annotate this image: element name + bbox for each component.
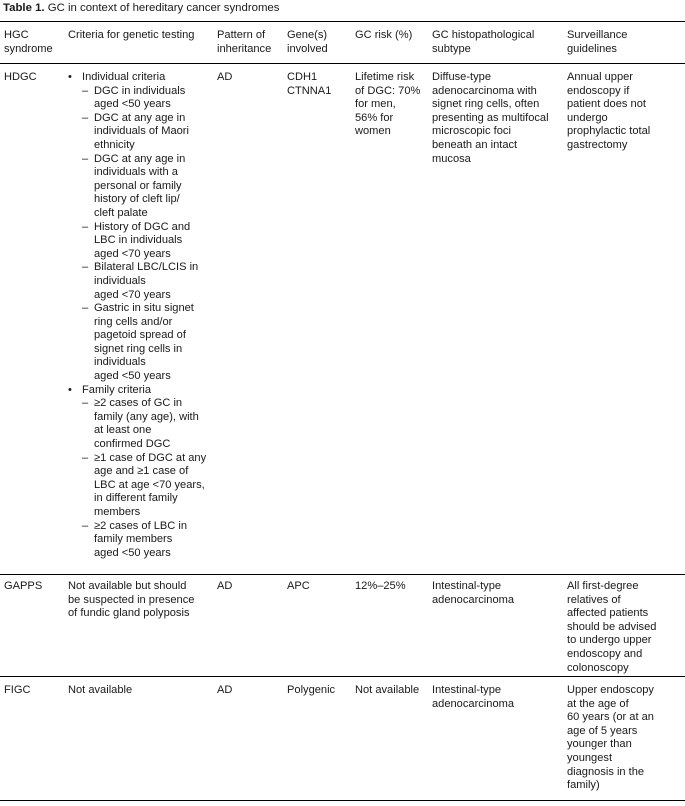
criteria-line: Gastric in situ signet — [94, 302, 194, 315]
criteria-line: individuals with a — [94, 166, 178, 179]
cell-line: endoscopy if — [567, 84, 630, 97]
criteria-line: in different family — [94, 492, 178, 505]
criteria-line: ring cells and/or — [94, 315, 173, 328]
gapps-syndrome-cell — [4, 580, 42, 594]
row-divider-1 — [0, 574, 685, 575]
figc-histo-cell — [432, 684, 514, 711]
criteria-line: DGC at any age in — [94, 152, 186, 165]
header-text: Surveillance — [567, 29, 628, 41]
header-text: GC histopathological — [432, 29, 535, 41]
figc-risk-cell — [355, 684, 419, 698]
cell-line: 12%–25% — [355, 580, 406, 592]
cell-line: 60 years (or at an — [567, 711, 654, 724]
pattern-value: AD — [217, 684, 233, 696]
criteria-line: ≥1 case of DGC at any — [94, 451, 207, 464]
criteria-item — [66, 261, 214, 302]
header-pattern — [217, 29, 271, 56]
header-text: guidelines — [567, 42, 617, 55]
criteria-line: history of cleft lip/ — [94, 193, 180, 206]
gapps-criteria-cell — [68, 580, 194, 621]
criteria-line: signet ring cells in — [94, 342, 183, 355]
cell-line: undergo — [567, 111, 608, 124]
criteria-line: individuals of Maori — [94, 125, 189, 138]
gapps-histo-cell — [432, 580, 514, 607]
criteria-line: family members — [94, 533, 173, 546]
hdgc-histo-cell — [432, 71, 549, 166]
criteria-line: aged <50 years — [94, 98, 171, 111]
dash-icon: – — [82, 451, 89, 464]
criteria-item — [66, 153, 214, 221]
criteria-line: aged <50 years — [94, 370, 171, 383]
cell-line: Intestinal-type — [432, 580, 502, 592]
cell-line: adenocarcinoma — [432, 593, 515, 606]
figc-genes-cell — [287, 684, 335, 698]
header-text: Criteria for genetic testing — [68, 29, 195, 41]
criteria-line: aged <70 years — [94, 247, 171, 260]
figc-criteria-cell — [68, 684, 132, 698]
criteria-line: Bilateral LBC/LCIS in — [94, 261, 199, 274]
header-text: Gene(s) — [287, 29, 328, 41]
dash-icon: – — [82, 111, 89, 124]
cell-line: patient does not — [567, 98, 646, 111]
hdgc-surveillance-cell — [567, 71, 650, 153]
header-genes — [287, 29, 328, 56]
criteria-line: LBC in individuals — [94, 234, 183, 247]
cell-line: gastrectomy — [567, 138, 628, 151]
criteria-line: DGC in individuals — [94, 84, 186, 97]
cell-line: colonoscopy — [567, 661, 629, 674]
figc-surveillance-cell — [567, 684, 654, 793]
cell-line: women — [355, 125, 391, 138]
row-divider-2 — [0, 676, 685, 677]
cell-line: Intestinal-type — [432, 684, 502, 696]
table-label: Table 1. — [3, 2, 45, 14]
cell-line: family) — [567, 779, 600, 792]
header-text: subtype — [432, 42, 471, 55]
criteria-line: History of DGC and — [94, 220, 191, 233]
criteria-line: ethnicity — [94, 138, 135, 151]
syndrome-name: HDGC — [4, 71, 37, 83]
criteria-line: aged <70 years — [94, 288, 171, 301]
cell-line: adenocarcinoma — [432, 697, 515, 710]
hdgc-genes-cell — [287, 71, 331, 98]
criteria-line: confirmed DGC — [94, 438, 171, 451]
hdgc-risk-cell — [355, 71, 420, 139]
header-text: GC risk (%) — [355, 29, 413, 41]
cell-line: for men, — [355, 98, 396, 111]
dash-icon: – — [82, 152, 89, 165]
criteria-line: cleft palate — [94, 206, 148, 219]
cell-line: of fundic gland polyposis — [68, 607, 190, 620]
criteria-line: age and ≥1 case of — [94, 465, 189, 478]
cell-line: at the age of — [567, 697, 629, 710]
criteria-item — [66, 85, 214, 112]
cell-line: CDH1 — [287, 71, 318, 83]
criteria-line: DGC at any age in — [94, 111, 186, 124]
cell-line: prophylactic total — [567, 125, 651, 138]
header-text: Pattern of — [217, 29, 266, 41]
cell-line: mucosa — [432, 152, 471, 165]
bullet-icon: • — [68, 71, 72, 83]
criteria-item — [66, 397, 214, 451]
criteria-line: individuals — [94, 274, 146, 287]
criteria-item — [66, 221, 214, 262]
criteria-line: ≥2 cases of GC in — [94, 397, 183, 410]
criteria-line: family (any age), with — [94, 410, 199, 423]
cell-line: 56% for — [355, 111, 394, 124]
cell-line: of DGC: 70% — [355, 84, 421, 97]
header-histo — [432, 29, 534, 56]
cell-line: signet ring cells, often — [432, 98, 540, 111]
gapps-pattern-cell — [217, 580, 232, 594]
cell-line: diagnosis in the — [567, 765, 645, 778]
syndrome-name: GAPPS — [4, 580, 43, 592]
cell-line: Annual upper — [567, 71, 633, 83]
criteria-line: personal or family — [94, 179, 182, 192]
criteria-item — [66, 520, 214, 561]
criteria-line: at least one — [94, 424, 152, 437]
header-surveillance — [567, 29, 627, 56]
criteria-line: LBC at age <70 years, — [94, 478, 205, 491]
cell-line: affected patients — [567, 607, 649, 620]
hdgc-pattern-cell — [217, 71, 232, 85]
dash-icon: – — [82, 261, 89, 274]
header-text: involved — [287, 42, 328, 55]
family-criteria — [66, 384, 214, 398]
cell-line: youngest — [567, 751, 613, 764]
dash-icon: – — [82, 519, 89, 532]
criteria-group-label: Individual criteria — [82, 71, 166, 83]
header-criteria — [68, 29, 194, 43]
figc-pattern-cell — [217, 684, 232, 698]
hdgc-criteria-cell — [66, 71, 214, 560]
bullet-icon: • — [68, 383, 72, 396]
cell-line: beneath an intact — [432, 138, 518, 151]
gapps-risk-cell — [355, 580, 406, 594]
criteria-item — [66, 452, 214, 520]
table-title: GC in context of hereditary cancer syndromes — [47, 2, 280, 14]
cell-line: Polygenic — [287, 684, 336, 696]
cell-line: should be advised — [567, 620, 657, 633]
cell-line: All first-degree — [567, 580, 639, 592]
cell-line: relatives of — [567, 593, 621, 606]
gapps-genes-cell — [287, 580, 310, 594]
cell-line: Not available — [68, 684, 133, 696]
header-text: inheritance — [217, 42, 272, 55]
cell-line: age of 5 years — [567, 724, 638, 737]
cell-line: Upper endoscopy — [567, 684, 654, 696]
cell-line: Lifetime risk — [355, 71, 415, 83]
header-risk — [355, 29, 412, 43]
syndrome-name: FIGC — [4, 684, 31, 696]
cell-line: Not available — [355, 684, 420, 696]
table-top-rule — [0, 21, 685, 22]
figc-syndrome-cell — [4, 684, 31, 698]
table-bottom-rule — [0, 800, 685, 801]
header-rule — [0, 63, 685, 64]
criteria-item — [66, 112, 214, 153]
criteria-line: individuals — [94, 356, 146, 369]
criteria-group-label: Family criteria — [82, 383, 152, 396]
criteria-line: aged <50 years — [94, 546, 171, 559]
cell-line: younger than — [567, 738, 632, 751]
cell-line: microscopic foci — [432, 125, 511, 138]
pattern-value: AD — [217, 580, 233, 592]
individual-criteria-list — [66, 85, 214, 384]
cell-line: APC — [287, 580, 310, 592]
cell-line: to undergo upper — [567, 634, 652, 647]
criteria-line: pagetoid spread of — [94, 329, 186, 342]
cell-line: presenting as multifocal — [432, 111, 549, 124]
header-text: syndrome — [4, 42, 53, 55]
family-criteria-list — [66, 397, 214, 560]
header-syndrome — [4, 29, 53, 56]
cell-line: be suspected in presence — [68, 593, 195, 606]
dash-icon: – — [82, 84, 89, 97]
table-caption — [3, 1, 279, 15]
pattern-value: AD — [217, 71, 233, 83]
gapps-surveillance-cell — [567, 580, 656, 675]
header-text: HGC — [4, 29, 29, 41]
dash-icon: – — [82, 302, 89, 315]
dash-icon: – — [82, 220, 89, 233]
criteria-item — [66, 302, 214, 384]
hdgc-syndrome-cell — [4, 71, 37, 85]
criteria-line: members — [94, 506, 141, 518]
cell-line: endoscopy and — [567, 647, 643, 660]
cell-line: CTNNA1 — [287, 84, 332, 97]
individual-criteria — [66, 71, 214, 85]
cell-line: Diffuse-type — [432, 71, 491, 83]
dash-icon: – — [82, 397, 89, 410]
cell-line: Not available but should — [68, 580, 187, 592]
criteria-line: ≥2 cases of LBC in — [94, 519, 188, 532]
cell-line: adenocarcinoma with — [432, 84, 537, 97]
